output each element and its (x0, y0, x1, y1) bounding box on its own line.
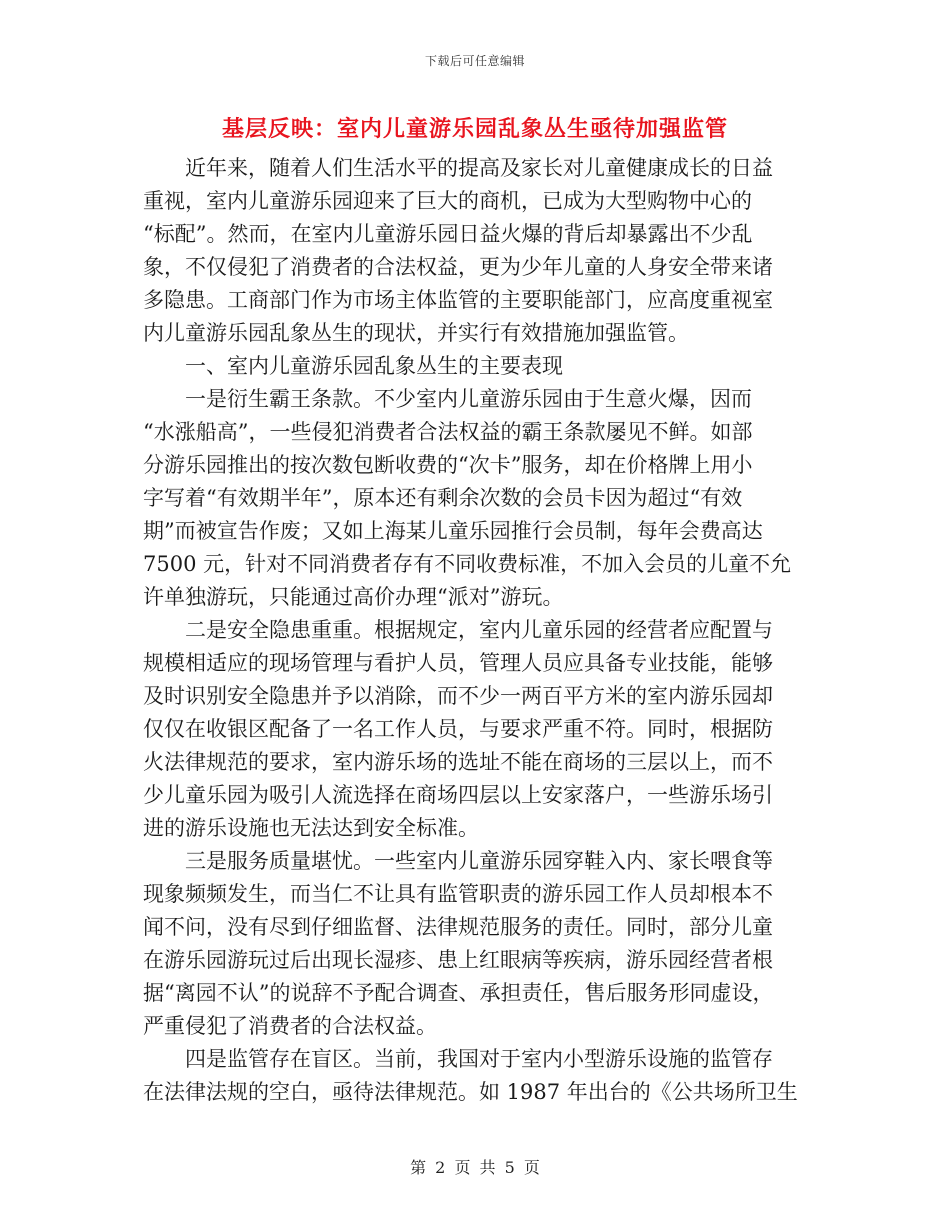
page-header: 下载后可任意编辑 (424, 54, 525, 68)
text-line: 字写着“有效期半年”，原本还有剩余次数的会员卡因为超过“有效 (143, 486, 743, 510)
text-line: 据“离园不认”的说辞不予配合调查、承担责任，售后服务形同虚设， (143, 981, 774, 1005)
text-line: 现象频频发生，而当仁不让具有监管职责的游乐园工作人员却根本不 (143, 882, 773, 906)
text-line: 在游乐园游玩过后出现长湿疹、患上红眼病等疾病，游乐园经营者根 (143, 948, 773, 972)
text-line: 一是衍生霸王条款。不少室内儿童游乐园由于生意火爆，因而 (185, 387, 752, 411)
text-line: 少儿童乐园为吸引人流选择在商场四层以上安家落户，一些游乐场引 (143, 783, 773, 807)
text-line: 7500 元，针对不同消费者存有不同收费标准，不加入会员的儿童不允 (143, 552, 792, 576)
text-line: 及时识别安全隐患并予以消除，而不少一两百平方米的室内游乐园却 (143, 684, 773, 708)
text-line: 闻不问，没有尽到仔细监督、法律规范服务的责任。同时，部分儿童 (143, 915, 773, 939)
text-line: 四是监管存在盲区。当前，我国对于室内小型游乐设施的监管存 (185, 1047, 773, 1071)
text-line: 在法律法规的空白，亟待法律规范。如 1987 年出台的《公共场所卫生 (143, 1080, 798, 1104)
text-line: “水涨船高”，一些侵犯消费者合法权益的霸王条款屡见不鲜。如部 (143, 420, 753, 444)
document-title: 基层反映：室内儿童游乐园乱象丛生亟待加强监管 (221, 117, 728, 142)
document-body (143, 152, 808, 1109)
text-line: 许单独游玩，只能通过高价办理“派对”游玩。 (143, 585, 564, 609)
text-line: 内儿童游乐园乱象丛生的现状，并实行有效措施加强监管。 (143, 321, 689, 345)
text-line: “标配”。然而，在室内儿童游乐园日益火爆的背后却暴露出不少乱 (143, 222, 753, 246)
page-number: 第 2 页 共 5 页 (410, 1158, 540, 1177)
text-line: 仅仅在收银区配备了一名工作人员，与要求严重不符。同时，根据防 (143, 717, 773, 741)
text-line: 一、室内儿童游乐园乱象丛生的主要表现 (185, 354, 563, 378)
text-line: 火法律规范的要求，室内游乐场的选址不能在商场的三层以上，而不 (143, 750, 773, 774)
text-line: 重视，室内儿童游乐园迎来了巨大的商机，已成为大型购物中心的 (143, 189, 752, 213)
text-line: 三是服务质量堪忧。一些室内儿童游乐园穿鞋入内、家长喂食等 (185, 849, 773, 873)
text-line: 多隐患。工商部门作为市场主体监管的主要职能部门，应高度重视室 (143, 288, 773, 312)
text-line: 二是安全隐患重重。根据规定，室内儿童乐园的经营者应配置与 (185, 618, 773, 642)
text-line: 近年来，随着人们生活水平的提高及家长对儿童健康成长的日益 (185, 156, 773, 180)
text-line: 进的游乐设施也无法达到安全标准。 (143, 816, 479, 840)
text-line: 严重侵犯了消费者的合法权益。 (143, 1014, 437, 1038)
text-line: 分游乐园推出的按次数包断收费的“次卡”服务，却在价格牌上用小 (143, 453, 753, 477)
text-line: 期”而被宣告作废；又如上海某儿童乐园推行会员制，每年会费高达 (143, 519, 763, 543)
text-line: 象，不仅侵犯了消费者的合法权益，更为少年儿童的人身安全带来诸 (143, 255, 773, 279)
text-line: 规模相适应的现场管理与看护人员，管理人员应具备专业技能，能够 (143, 651, 773, 675)
